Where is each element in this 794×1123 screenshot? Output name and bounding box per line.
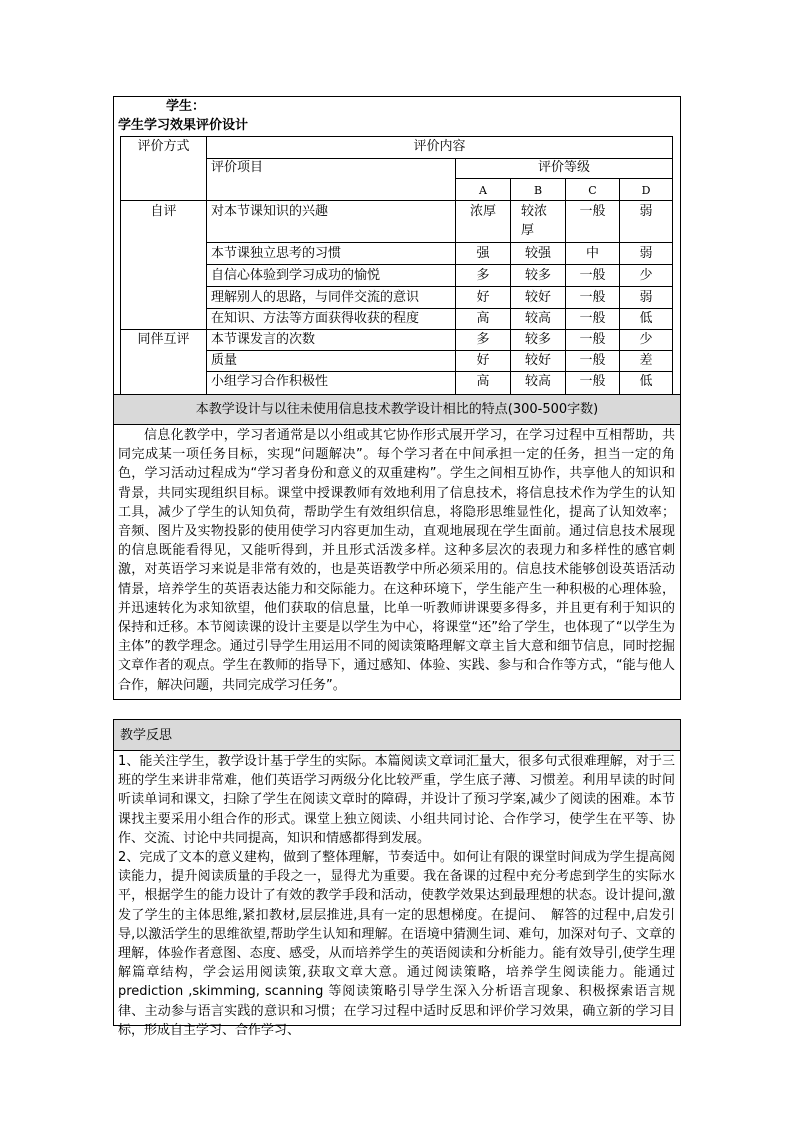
eval-item: 自信心体验到学习成功的愉悦 [211, 268, 381, 283]
reflection-paragraph-1: 1、能关注学生，教学设计基于学生的实际。本篇阅读文章词汇量大，很多句式很难理解，对于三班的学生来讲非常难，他们英语学习两级分化比较严重，学生底子薄、习惯差。利用早读的时间听读单词和课文，扫除了学生在阅读文章时的障碍，并设计了预习学案,减少了阅读的困难。本节课找主要采用小组合作的形式。课堂上独立阅读、小组共同讨论、合作学习，使学生在平等、协作、交流、讨论中共同提高，知识和情感都得到发展。 [118, 754, 675, 846]
eval-item: 在知识、方法等方面获得收获的程度 [211, 311, 420, 326]
eval-item: 对本节课知识的兴趣 [211, 204, 329, 219]
column-header-grade: 评价等级 [537, 160, 590, 175]
eval-item: 本节课发言的次数 [211, 332, 316, 347]
grade-b-value: 较多 [524, 332, 551, 347]
method-peer-eval: 同伴互评 [137, 332, 190, 347]
grade-b-value: 较浓厚 [521, 204, 548, 238]
grade-a-value: 多 [476, 332, 490, 347]
grade-c-value: 一般 [579, 290, 606, 305]
column-header-content: 评价内容 [413, 139, 466, 154]
grade-d-value: 弱 [639, 246, 653, 261]
grade-b-value: 较高 [524, 311, 551, 326]
column-header-method: 评价方式 [137, 139, 190, 154]
grade-d-value: 弱 [639, 204, 653, 219]
grade-b-value: 较好 [524, 290, 551, 305]
grade-b-value: 较好 [524, 353, 551, 368]
grade-d-value: 低 [639, 311, 653, 326]
grade-c-value: 一般 [579, 332, 606, 347]
grade-d-value: 低 [639, 374, 653, 389]
grade-letter-a: A [479, 184, 487, 197]
grade-letter-b: B [533, 184, 543, 197]
eval-item: 本节课独立思考的习惯 [211, 246, 342, 261]
grade-a-value: 好 [476, 290, 490, 305]
grade-letter-d: D [641, 184, 651, 197]
grade-a-value: 强 [476, 246, 490, 261]
grade-d-value: 差 [639, 353, 653, 368]
grade-c-value: 一般 [579, 204, 606, 219]
eval-item: 小组学习合作积极性 [211, 374, 329, 389]
grade-a-value: 多 [476, 268, 490, 283]
reflection-heading-band [114, 720, 680, 750]
student-label: 学生： [166, 99, 206, 114]
method-self-eval: 自评 [150, 204, 177, 219]
grade-a-value: 高 [476, 374, 490, 389]
grade-a-value: 浓厚 [469, 204, 496, 219]
eval-item: 理解别人的思路，与同伴交流的意识 [211, 290, 420, 305]
grade-d-value: 弱 [639, 290, 653, 305]
grade-a-value: 好 [476, 353, 490, 368]
reflection-paragraph-2: 2、完成了文本的意义建构，做到了整体理解，节奏适中。如何让有限的课堂时间成为学生提高阅读能力，提升阅读质量的手段之一，显得尤为重要。我在备课的过程中充分考虑到学生的实际水平，根据学生的能力设计了有效的教学手段和活动，使教学效果达到最理想的状态。设计提问,激发了学生的主体思维,紧扣教材,层层推进,具有一定的思想梯度。在提问、 解答的过程中,启发引导,以激活学生的思维欲望,帮助学生认知和理解。在语境中猜测生词、难句，加深对句子、文章的理解，体验作者意图、态度、感受，从而培养学生的英语阅读和分析能力。能有效导引,使学生理解篇章结构，学会运用阅读策,获取文章大意。通过阅读策略，培养学生阅读能力。能通过 prediction ,skimming, scanning 等阅读策略引导学生深入分析语言现象、积极探索语言规律、主动参与语言实践的意识和习惯；在学习过程中适时反思和评价学习效果，确立新的学习目标，形成自主学习、合作学习、 [118, 850, 675, 1038]
reflection-body [118, 752, 675, 1038]
section-title: 学生学习效果评价设计 [118, 118, 249, 133]
grade-c-value: 一般 [579, 311, 606, 326]
grade-d-value: 少 [639, 268, 653, 283]
grade-letter-c: C [588, 184, 597, 197]
grade-a-value: 高 [476, 311, 490, 326]
reflection-heading: 教学反思 [120, 728, 173, 743]
grade-b-value: 较高 [524, 374, 551, 389]
grade-c-value: 一般 [579, 374, 606, 389]
grade-c-value: 一般 [579, 268, 606, 283]
eval-item: 质量 [211, 353, 238, 368]
grade-c-value: 一般 [579, 353, 606, 368]
grade-b-value: 较多 [524, 268, 551, 283]
column-header-item: 评价项目 [211, 160, 264, 175]
features-body: 信息化教学中，学习者通常是以小组或其它协作形式展开学习，在学习过程中互相帮助，共同完成某一项任务目标，实现“问题解决”。每个学习者在中间承担一定的任务，担当一定的角色，学习活动过程成为“学习者身份和意义的双重建构”。学生之间相互协作，共享他人的知识和背景，共同实现组织目标。课堂中授课教师有效地利用了信息技术，将信息技术作为学生的认知工具，减少了学生的认知负荷，帮助学生有效组织信息，将隐形思维显性化，提高了认知效率；音频、图片及实物投影的使用使学习内容更加生动，直观地展现在学生面前。通过信息技术展现的信息既能看得见，又能听得到，并且形式活泼多样。这种多层次的表现力和多样性的感官刺激，对英语学习来说是非常有效的，也是英语教学中所必须采用的。信息技术能够创设英语活动情景，培养学生的英语表达能力和交际能力。在这种环境下，学生能产生一种积极的心理体验，并迅速转化为求知欲望，他们获取的信息量，比单一听教师讲课要多得多，并且更有利于知识的保持和迁移。本节阅读课的设计主要是以学生为中心，将课堂“还”给了学生，也体现了“以学生为主体”的教学理念。通过引导学生用运用不同的阅读策略理解文章主旨大意和细节信息，同时挖掘文章作者的观点。学生在教师的指导下，通过感知、体验、实践、参与和合作等方式，“能与他人合作，解决问题，共同完成学习任务”。 [118, 428, 675, 693]
grade-c-value: 中 [585, 246, 599, 261]
features-heading: 本教学设计与以往未使用信息技术教学设计相比的特点(300-500字数) [195, 402, 599, 417]
grade-d-value: 少 [639, 332, 653, 347]
grade-b-value: 较强 [524, 246, 551, 261]
